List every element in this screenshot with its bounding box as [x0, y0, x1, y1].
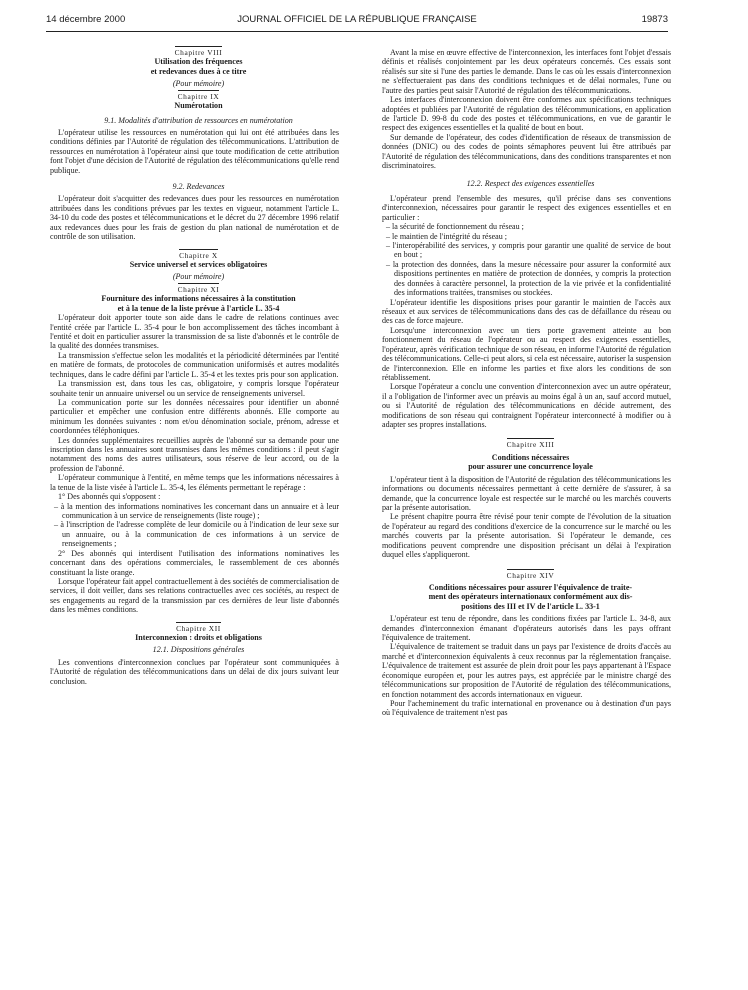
header-rule [46, 31, 668, 32]
header-page-number: 19873 [641, 14, 668, 25]
chapter-heading: Chapitre XI [177, 284, 220, 294]
chapter-title: Numérotation [174, 101, 223, 111]
chapter-note: (Pour mémoire) [172, 79, 225, 89]
paragraph: L'opérateur tient à la disposition de l'Autorité de régulation des télécommunications les informations ou documents nécessaires permettant à cette dernière de s'assurer, à sa demande, que la concurrence loyale est respectée sur le marché ou les marchés couverts par la présente autorisation. [382, 474, 671, 512]
paragraph: L'équivalence de traitement se traduit dans un pays par l'existence de droits d'accès au marché et d'interconnexion équivalents à ceux reconnus par la réglementation française. L'équivalence de traitement est assurée de plein droit pour les pays appartenant à l'Espace économique européen et, pour les autres pays, est appréciée par le ministre chargé des télécommunications sur proposition de l'Autorité de régulation des télécommunications, en fonction notamment des accords internationaux en vigueur. [382, 642, 671, 699]
chapter-title: et à la tenue de la liste prévue à l'article L. 35-4 [117, 303, 280, 313]
chapter-title: Fourniture des informations nécessaires à la constitution [101, 294, 296, 304]
paragraph: 2° Des abonnés qui interdisent l'utilisation des informations nominatives les concernant dans des opérations commerciales, le rassemblement de ces abonnés constituant la liste orange. [50, 548, 339, 577]
list-item: – à la mention des informations nominatives les concernant dans un annuaire et à leur communication à un service de renseignements (liste rouge) ; [54, 501, 339, 520]
chapter-title: ment des opérateurs internationaux conformément aux dis- [428, 592, 633, 602]
paragraph: La transmission est, dans tous les cas, obligatoire, y compris lorsque l'opérateur souhaite tenir un annuaire universel ou un service de renseignements universel. [50, 379, 339, 398]
list-item: – à l'inscription de l'adresse complète de leur domicile ou à l'indication de leur sexe sur un annuaire, ou à la communication de ces informations à un service de renseignements ; [54, 520, 339, 549]
paragraph: L'opérateur doit s'acquitter des redevances dues pour les ressources en numérotation attribuées dans les conditions prévues par les textes en vigueur, notamment l'article L. 34-10 du code des postes et télécommunications et le décret du 27 décembre 1996 relatif aux redevances dues pour les frais de gestion du plan national de numérotation et de contrôle de son utilisation. [50, 194, 339, 242]
chapter-note: (Pour mémoire) [172, 272, 225, 282]
left-column [50, 48, 339, 686]
header-date: 14 décembre 2000 [46, 14, 126, 25]
paragraph: L'opérateur est tenu de répondre, dans les conditions fixées par l'article L. 34-8, aux demandes d'interconnexion émanant d'opérateurs autorisés dans les pays offrant l'équivalence de traitement. [382, 614, 671, 643]
paragraph: La transmission s'effectue selon les modalités et la périodicité déterminées par l'entité en matière de formats, de protocoles de communication uniformisés et autres modalités techniques, dans le cadre défini par l'article L. 35-4 et les textes pris pour son application. [50, 350, 339, 379]
chapter-title: Utilisation des fréquences [154, 57, 243, 67]
bullet-list [382, 222, 671, 297]
paragraph: L'opérateur communique à l'entité, en même temps que les informations nécessaires à la tenue de la liste visée à l'article L. 35-4, les éléments permettant le repérage : [50, 473, 339, 492]
paragraph: L'opérateur doit apporter toute son aide dans le cadre de relations continues avec l'entité créée par l'article L. 35-4 pour le bon accomplissement des tâches incombant à l'entité et doit en particulier assurer la transmission de sa liste d'abonnés et le contrôle de la qualité des données transmises. [50, 313, 339, 351]
right-column [382, 48, 671, 718]
section-heading: 9.1. Modalités d'attribution de ressources en numérotation [104, 115, 293, 125]
paragraph: L'opérateur identifie les dispositions prises pour garantir le maintien de l'accès aux réseaux et aux services de télécommunications dans des cas de défaillance du réseau ou des cas de force majeure. [382, 297, 671, 326]
page-header [46, 14, 668, 28]
list-item: – la sécurité de fonctionnement du réseau ; [386, 222, 524, 232]
paragraph: 1° Des abonnés qui s'opposent : [58, 492, 161, 502]
chapter-heading: Chapitre IX [177, 91, 220, 101]
header-journal-title: JOURNAL OFFICIEL DE LA RÉPUBLIQUE FRANÇAISE [237, 14, 477, 25]
chapter-title: et redevances dues à ce titre [150, 66, 247, 76]
paragraph: L'opérateur utilise les ressources en numérotation qui lui ont été attribuées dans les conditions définies par l'Autorité de régulation des télécommunications. L'attribution de ressources en numérotation à l'opérateur ainsi que toute modification de cette attribution font l'objet d'une décision de l'Autorité de régulation des télécommunications qu'elle rend publique. [50, 127, 339, 175]
chapter-title: positions des III et IV de l'article L. 33-1 [461, 601, 600, 611]
paragraph: Les interfaces d'interconnexion doivent être conformes aux spécifications techniques adoptées et publiées par l'Autorité de régulation des télécommunications, en application de l'article D. 99-8 du code des postes et télécommunications, en vue de garantir le respect des exigences essentielles et la qualité de bout en bout. [382, 95, 671, 133]
bullet-list [50, 502, 339, 549]
chapter-heading: Chapitre XII [176, 623, 221, 633]
paragraph: Les données supplémentaires recueillies auprès de l'abonné sur sa demande pour une inscription dans les annuaires sont transmises dans les mêmes conditions : il peut s'agir notamment des noms des autres utilisateurs, sous réserve de leur accord, ou de la profession de l'abonné. [50, 435, 339, 473]
chapter-heading: Chapitre VIII [174, 48, 223, 57]
paragraph: Lorsqu'une interconnexion avec un tiers porte gravement atteinte au bon fonctionnement du réseau de l'opérateur ou au respect des exigences essentielles, l'opérateur, après vérification technique de son réseau, en informe l'Autorité de régulation des télécommunications. Celle-ci peut alors, si cela est nécessaire, autoriser la suspension de l'interconnexion. Elle en informe les parties et fixe alors les conditions de son rétablissement. [382, 325, 671, 382]
list-item: – le maintien de l'intégrité du réseau ; [386, 231, 507, 241]
section-heading: 12.2. Respect des exigences essentielles [466, 179, 595, 189]
chapter-title: Conditions nécessaires [491, 452, 570, 462]
section-heading: 12.1. Dispositions générales [152, 645, 245, 655]
chapter-title: pour assurer une concurrence loyale [468, 462, 593, 472]
paragraph: Lorsque l'opérateur a conclu une convention d'interconnexion avec un autre opérateur, il a l'obligation de l'informer avec un préavis au moins égal à un an, sauf accord mutuel, ou si l'Autorité de régulation des télécommunications en décide autrement, des modifications de son réseau qui contraignent l'opérateur interconnecté à modifier ou à adapter ses propres installations. [382, 382, 671, 430]
chapter-heading: Chapitre XIV [506, 570, 555, 580]
paragraph: Avant la mise en œuvre effective de l'interconnexion, les interfaces font l'objet d'essais définis et réalisés conjointement par les deux opérateurs concernés. Ces essais sont réalisés sur site si l'une des parties le demande. Dans le cas où les essais d'interconnexion ne s'effectueraient pas dans des conditions techniques et de délai normales, l'une ou l'autre des parties peut saisir l'Autorité de régulation des télécommunications. [382, 48, 671, 95]
chapter-heading: Chapitre XIII [506, 440, 555, 450]
list-item: – l'interopérabilité des services, y compris pour garantir une qualité de service de bout en bout ; [386, 241, 671, 260]
paragraph: Sur demande de l'opérateur, des codes d'identification de réseaux de transmission de données (DNIC) ou des codes de points sémaphores peuvent lui être attribués par l'Autorité de régulation des télécommunications, dans des conditions transparentes et non discriminatoires. [382, 132, 671, 171]
paragraph: Pour l'acheminement du trafic international en provenance ou à destination d'un pays où l'équivalence de traitement n'est pas [382, 699, 671, 718]
section-heading: 9.2. Redevances [172, 182, 225, 192]
chapter-title: Service universel et services obligatoires [129, 260, 268, 270]
paragraph: La communication porte sur les données nécessaires pour identifier un abonné particulier et empêcher une confusion entre différents abonnés. Elle comporte au minimum les données suivantes : nom et/ou dénomination sociale, prénom, adresse et coordonnées téléphoniques. [50, 397, 339, 436]
chapter-heading: Chapitre X [179, 250, 218, 260]
chapter-title: Conditions nécessaires pour assurer l'équivalence de traite- [428, 582, 633, 592]
paragraph: Lorsque l'opérateur fait appel contractuellement à des sociétés de commercialisation de services, il doit veiller, dans ses relations contractuelles avec ces sociétés, au respect de ses engagements au regard de la transmission par ces dernières de leur liste d'abonnés dans les mêmes conditions. [50, 576, 339, 615]
paragraph: Le présent chapitre pourra être révisé pour tenir compte de l'évolution de la situation de l'opérateur au regard des conditions d'exercice de la concurrence sur le marché ou les marchés couverts par la présente autorisation. Si l'opérateur le demande, ces modifications peuvent comprendre une disposition précisant un délai à l'expiration duquel elles s'appliqueront. [382, 512, 671, 560]
list-item: – la protection des données, dans la mesure nécessaire pour assurer la conformité aux dispositions pertinentes en matière de protection de données, y compris la protection des données à caractère personnel, la protection de la vie privée et la confidentialité des informations traitées, transmises ou stockées. [386, 259, 671, 298]
paragraph: Les conventions d'interconnexion conclues par l'opérateur sont communiquées à l'Autorité de régulation des télécommunications dans un délai de dix jours suivant leur conclusion. [50, 657, 339, 686]
paragraph: L'opérateur prend l'ensemble des mesures, qu'il précise dans ses conventions d'interconnexion, nécessaires pour garantir le respect des exigences essentielles et en particulier : [382, 193, 671, 222]
chapter-title: Interconnexion : droits et obligations [135, 633, 262, 643]
